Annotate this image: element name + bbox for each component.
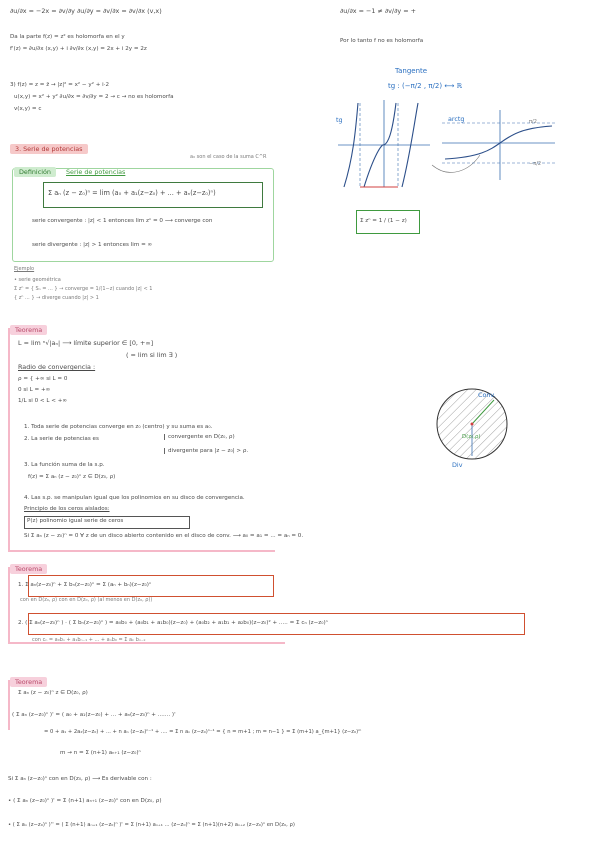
teorema3-line2: = 0 + a₁ + 2a₂(z−z₀) + ... + n aₙ (z−z₀)ⁿ⁻¹ + .... = Σ n aₙ (z−z₀)ⁿ⁻¹ = { n = m+1 ; m = n−1 } = Σ (m+1) a_{m+1} (z−z₀)ᵐ xyxy=(44,729,362,735)
teorema3-line3: m → n = Σ (n+1) aₙ₊₁ (z−z₀)ⁿ xyxy=(60,750,141,756)
tg-axis-label: tg xyxy=(336,116,343,124)
principio-statement: Si Σ aₙ (z − z₀)ⁿ = 0 ∀ z de un disco abierto contenido en el disco de conv. ⟶ a₀ = a₁ = ... = aₙ = 0. xyxy=(24,533,304,539)
top-eq-line1-right: ∂u/∂x = −1 ≠ ∂v/∂y = + xyxy=(340,7,416,15)
property-1: 1. Toda serie de potencias converge en z₀ (centro) y su suma es a₀. xyxy=(24,424,213,430)
teorema1-tag: Teorema xyxy=(10,325,47,335)
tangent-graphs xyxy=(330,95,570,195)
arctg-label: arctg xyxy=(448,115,465,123)
teorema3-line1: ( Σ aₙ (z−z₀)ⁿ )' = ( a₀ + a₁(z−z₀) + ... + aₙ(z−z₀)ⁿ + ....... )' xyxy=(12,712,176,718)
teorema3-line6: • ( Σ aₙ (z−z₀)ⁿ )'' = ( Σ (n+1) aₙ₊₁ (z−z₀)ⁿ )' = Σ (n+1) aₙ₊₁ ... (z−z₀)ⁿ = Σ (n+1)(n+2) aₙ₊₂ (z−z₀)ⁿ en D(z₀, ρ) xyxy=(8,822,295,828)
convergent-series: serie convergente : |z| < 1 entonces lim zⁿ = 0 ⟶ converge con xyxy=(32,218,213,224)
ejemplo-label: Ejemplo xyxy=(14,266,35,272)
principio-box-text: P(z) polinomio igual serie de ceros xyxy=(27,518,124,524)
property-2b: divergente para |z − z₀| > ρ. xyxy=(164,448,248,454)
teorema2-eq1: 1. Σ aₙ(z−z₀)ⁿ + Σ bₙ(z−z₀)ⁿ = Σ (aₙ + bₙ)(z−z₀)ⁿ xyxy=(18,582,152,588)
principio-title: Principio de los ceros aislados: xyxy=(24,506,110,512)
definition-tag: Definición xyxy=(14,167,56,177)
pi2-label: π/2 xyxy=(529,119,537,125)
teorema3-frame xyxy=(8,680,110,730)
teorema2-eq1-sub: con en D(z₀, ρ) con en D(z₀, ρ) (al menos en D(z₀, ρ)) xyxy=(20,597,153,603)
divergent-series: serie divergente : |z| > 1 entonces lim = ∞ xyxy=(32,242,153,248)
arctg-curve xyxy=(445,126,552,159)
definition-formula: Σ aₙ (z − z₀)ⁿ = lim (a₀ + a₁(z−z₀) + ... + aₙ(z−z₀)ⁿ) xyxy=(48,189,216,197)
teorema1-limit-note: ( = lim si lim ∃ ) xyxy=(126,351,178,359)
teorema2-eq2-sub: con cₙ = a₀bₙ + a₁bₙ₋₁ + ... + aₙb₀ = Σ aₖ bₙ₋ₖ xyxy=(32,637,146,643)
convergence-disk xyxy=(424,382,524,472)
ejemplo-line3: { zⁿ ... } → diverge cuando |z| > 1 xyxy=(14,295,99,301)
definition-title: Serie de potencias xyxy=(66,168,126,176)
top-eq-line4: 3) f(z) = z = z̄ → |z|² = x² − y² + i·2 xyxy=(10,82,110,88)
ejemplo-line2: Σ zⁿ = { Sₙ = ... } → converge = 1/(1−z) cuando |z| < 1 xyxy=(14,286,153,292)
conv-label: Conv. xyxy=(478,391,496,399)
radio-title: Radio de convergencia : xyxy=(18,363,96,371)
section3-note: a₀ son el caso de la suma C^R xyxy=(190,154,267,160)
tg-formula: tg : (−π/2 , π/2) ⟷ ℝ xyxy=(388,82,463,90)
convergent-box-text: Σ zⁿ = 1 / (1 − z) xyxy=(360,218,407,224)
section3-title: 3. Serie de potencias xyxy=(10,144,88,154)
property-3: 3. La función suma de la s.p. xyxy=(24,462,105,468)
top-eq-line2: Da la parte f(z) = z² es holomorfa en el y xyxy=(10,34,125,40)
teorema3-line4: Si Σ aₙ (z−z₀)ⁿ con en D(z₀, ρ) ⟶ Es derivable con : xyxy=(8,776,152,782)
property-3b: f(z) = Σ aₙ (z − z₀)ⁿ z ∈ D(z₀, ρ) xyxy=(28,474,116,480)
teorema3-tag: Teorema xyxy=(10,677,47,687)
teorema3-line5: • ( Σ aₙ (z−z₀)ⁿ )' = Σ (n+1) aₙ₊₁ (z−z₀)ⁿ con en D(z₀, ρ) xyxy=(8,798,162,804)
div-label: Div xyxy=(452,461,463,469)
top-eq-line3: f'(z) = ∂u/∂x (x,y) + i ∂v/∂x (x,y) = 2x + i 2y = 2z xyxy=(10,46,147,52)
disk-center xyxy=(471,423,474,426)
teorema1-limit: L = lim ⁿ√|aₙ| ⟶ límite superior ∈ [0, +∞] xyxy=(18,339,154,347)
property-4: 4. Las s.p. se manipulan igual que los polinomios en su disco de convergencia. xyxy=(24,495,245,501)
teorema3-line0: Σ aₙ (z − z₀)ⁿ z ∈ D(z₀, ρ) xyxy=(18,690,88,696)
top-eq-line6: v(x,y) = c xyxy=(14,106,42,112)
ejemplo-line1: • serie geométrica xyxy=(14,277,61,283)
tangente-label: Tangente xyxy=(395,67,428,75)
teorema2-tag: Teorema xyxy=(10,564,47,574)
radio-case3: 1/L si 0 < L < +∞ xyxy=(18,398,68,404)
top-eq-line2-right: Por lo tanto f no es holomorfa xyxy=(340,38,424,44)
property-2a: convergente en D(z₀, ρ) xyxy=(164,434,235,440)
radio-case1: ρ = { +∞ si L = 0 xyxy=(18,376,68,382)
top-eq-line1: ∂u/∂x = −2x = ∂v/∂y ∂u/∂y = ∂v/∂x = ∂v/∂x (v,x) xyxy=(10,7,162,15)
mpi2-label: −π/2 xyxy=(529,161,542,167)
radio-case2: 0 si L = +∞ xyxy=(18,387,51,393)
teorema2-eq2: 2. ( Σ aₙ(z−z₀)ⁿ ) · ( Σ bₙ(z−z₀)ⁿ ) = a₀b₀ + (a₀b₁ + a₁b₀)(z−z₀) + (a₀b₂ + a₁b₁ + a₂b₀)(z−z₀)² + ..... = Σ cₙ (z−z₀)ⁿ xyxy=(18,620,328,626)
property-2: 2. La serie de potencias es xyxy=(24,436,99,442)
top-eq-line5: u(x,y) = x² + y² ∂u/∂x = ∂v/∂y = 2 → c → no es holomorfa xyxy=(14,94,174,100)
disk-label: D(z₀,ρ) xyxy=(462,434,481,440)
